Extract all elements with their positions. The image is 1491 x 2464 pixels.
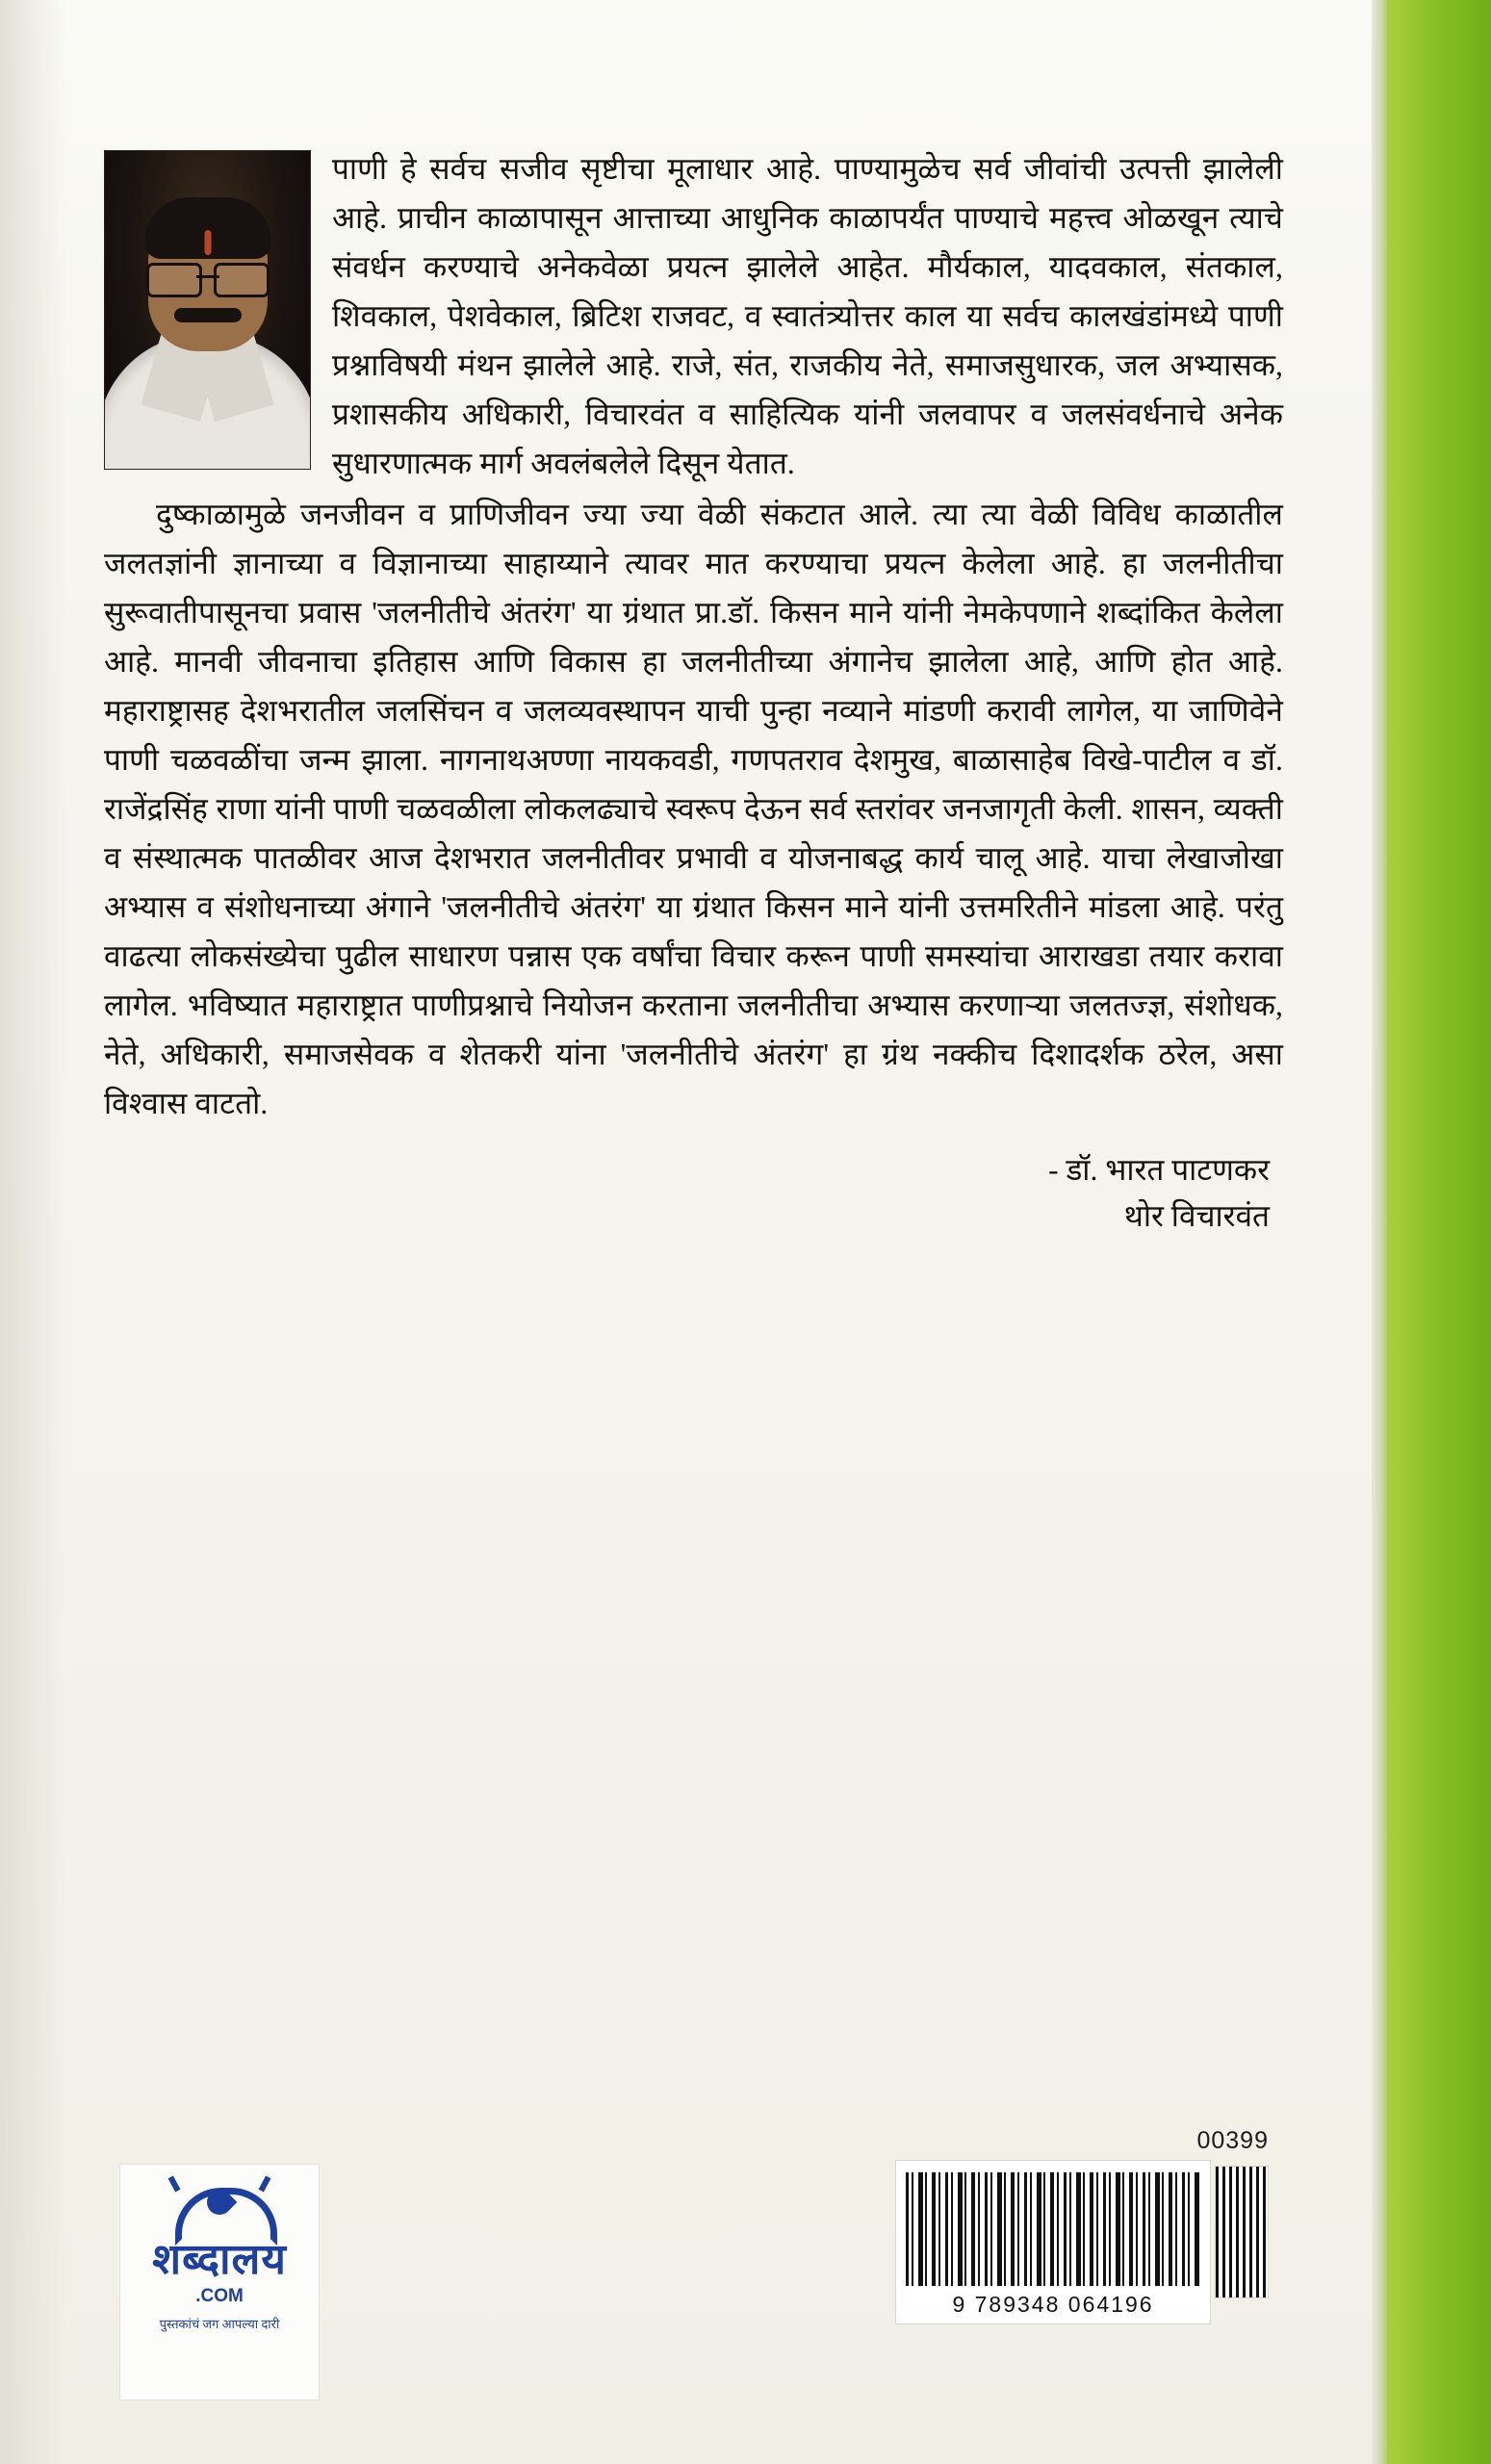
glasses-lens-left: [146, 263, 202, 297]
crest-tick-left: [168, 2176, 181, 2193]
publisher-tagline: पुस्तकांचं जग आपल्या दारी: [159, 2317, 280, 2332]
glasses-lens-right: [214, 263, 270, 297]
publisher-domain: .COM: [195, 2286, 244, 2307]
publisher-logo: [119, 2164, 320, 2400]
isbn-number: 9 789348 064196: [952, 2292, 1154, 2317]
blurb-paragraph-2: दुष्काळामुळे जनजीवन व प्राणिजीवन ज्या ज्या वेळी संकटात आले. त्या त्या वेळी विविध काळातील जलतज्ञांनी ज्ञानाच्या व विज्ञानाच्या साहाय्याने त्यावर मात करण्याचा प्रयत्न केलेला आहे. हा जलनीतीचा सुरूवातीपासूनचा प्रवास 'जलनीतीचे अंतरंग' या ग्रंथात प्रा.डॉ. किसन माने यांनी नेमकेपणाने शब्दांकित केलेला आहे. मानवी जीवनाचा इतिहास आणि विकास हा जलनीतीच्या अंगानेच झालेला आहे, आणि होत आहे. महाराष्ट्रासह देशभरातील जलसिंचन व जलव्यवस्थापन याची पुन्हा नव्याने मांडणी करावी लागेल, या जाणिवेने पाणी चळवळींचा जन्म झाला. नागनाथअण्णा नायकवडी, गणपतराव देशमुख, बाळासाहेब विखे-पाटील व डॉ. राजेंद्रसिंह राणा यांनी पाणी चळवळीला लोकलढ्याचे स्वरूप देऊन सर्व स्तरांवर जनजागृती केली. शासन, व्यक्ती व संस्थात्मक पातळीवर आज देशभरात जलनीतीवर प्रभावी व योजनाबद्ध कार्य चालू आहे. याचा लेखाजोखा अभ्यास व संशोधनाच्या अंगाने 'जलनीतीचे अंतरंग' या ग्रंथात किसन माने यांनी उत्तमरितीने मांडला आहे. परंतु वाढत्या लोकसंख्येचा पुढील साधारण पन्नास एक वर्षांचा विचार करून पाणी समस्यांचा आराखडा तयार करावा लागेल. भविष्यात महाराष्ट्रात पाणीप्रश्नाचे नियोजन करताना जलनीतीचा अभ्यास करणाऱ्या जलतज्ज्ञ, संशोधक, नेते, अधिकारी, समाजसेवक व शेतकरी यांना 'जलनीतीचे अंतरंग' हा ग्रंथ नक्कीच दिशादर्शक ठरेल, असा विश्वास वाटतो.: [104, 498, 1283, 1121]
portrait-tilak: [204, 230, 211, 255]
barcode-code-number: 00399: [1196, 2127, 1269, 2154]
signature-designation: थोर विचारवंत: [1123, 1198, 1270, 1233]
publisher-crest-icon: [162, 2174, 277, 2236]
portrait-glasses: [146, 263, 270, 292]
blurb-paragraph-1: पाणी हे सर्वच सजीव सृष्टीचा मूलाधार आहे. पाण्यामुळेच सर्व जीवांची उत्पत्ती झालेली आहे. प्राचीन काळापासून आत्ताच्या आधुनिक काळापर्यंत पाण्याचे महत्त्व ओळखून त्याचे संवर्धन करण्याचे अनेकवेळा प्रयत्न झालेले आहेत. मौर्यकाल, यादवकाल, संतकाल, शिवकाल, पेशवेकाल, ब्रिटिश राजवट, व स्वातंत्र्योत्तर काल या सर्वच कालखंडांमध्ये पाणी प्रश्नाविषयी मंथन झालेले आहे. राजे, संत, राजकीय नेते, समाजसुधारक, जल अभ्यासक, प्रशासकीय अधिकारी, विचारवंत व साहित्यिक यांनी जलवापर व जलसंवर्धनाचे अनेक सुधारणात्मक मार्ग अवलंबलेले दिसून येतात.: [332, 152, 1283, 481]
back-cover-content: [104, 144, 1283, 1239]
crest-tick-right: [259, 2176, 271, 2193]
portrait-mustache: [174, 308, 242, 322]
barcode-bars: [906, 2172, 1200, 2286]
cover-fold-edge: [1372, 0, 1387, 2464]
barcode-area: [895, 2127, 1269, 2324]
signature-name: - डॉ. भारत पाटणकर: [1048, 1153, 1270, 1188]
publisher-name: शब्दालय: [152, 2236, 287, 2283]
isbn-barcode: [895, 2160, 1211, 2324]
barcode-addon: [1215, 2166, 1269, 2298]
author-portrait-photo: [104, 150, 311, 470]
signature-block: [104, 1147, 1283, 1239]
cover-spine-strip: [1387, 0, 1491, 2464]
